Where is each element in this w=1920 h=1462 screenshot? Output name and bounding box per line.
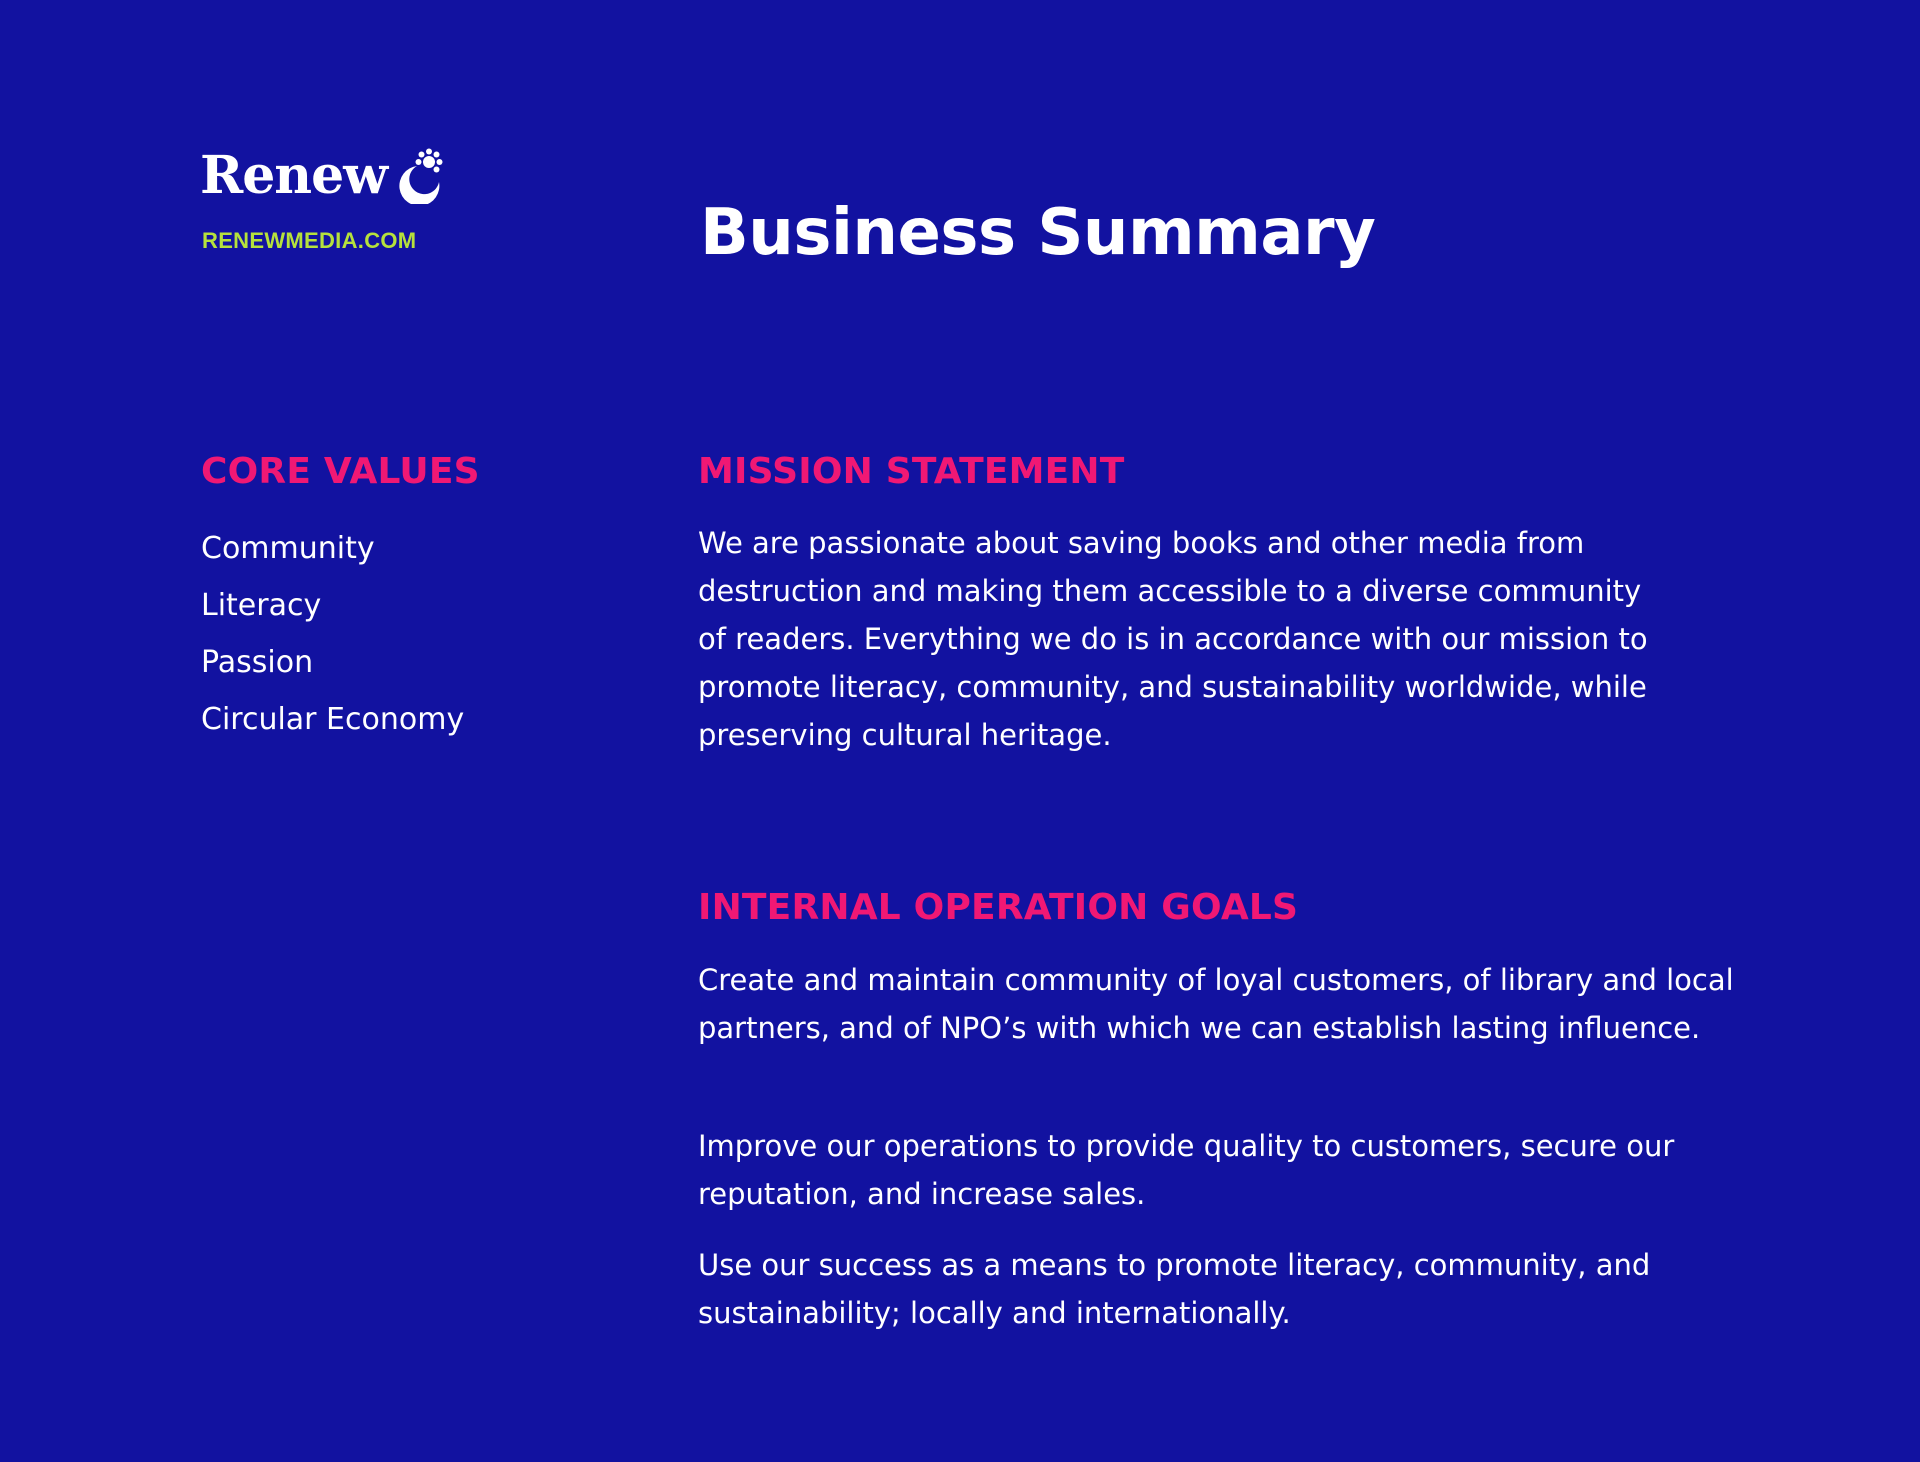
operation-goals-heading: INTERNAL OPERATION GOALS	[698, 887, 1299, 928]
core-value-item: Passion	[201, 645, 314, 680]
operation-goal-paragraph: Create and maintain community of loyal customers, of library and local partners, and of NPO’s with which we can establish lasting influence.	[698, 963, 1734, 1045]
core-value-item: Literacy	[201, 588, 322, 623]
core-values-heading: CORE VALUES	[201, 451, 480, 492]
mission-statement-heading: MISSION STATEMENT	[698, 451, 1125, 492]
core-value-item: Circular Economy	[201, 702, 465, 737]
core-value-item: Community	[201, 531, 375, 566]
operation-goal-paragraph: Use our success as a means to promote literacy, community, and sustainability; locally and internationally.	[698, 1248, 1651, 1330]
site-url: RENEWMEDIA.COM	[202, 228, 417, 253]
page-title: Business Summary	[700, 196, 1376, 270]
operation-goal-paragraph: Improve our operations to provide quality to customers, secure our reputation, and increase sales.	[698, 1129, 1675, 1211]
mission-statement-text: We are passionate about saving books and other media from destruction and making them accessible to a diverse community of readers. Everything we do is in accordance with our mission to promote literacy, community, and sustainability worldwide, while preserving cultural heritage.	[698, 526, 1648, 752]
renew-logo	[200, 146, 447, 206]
moon-sun-icon	[391, 148, 447, 204]
logo-wordmark: Renew	[200, 145, 387, 206]
core-values-list	[201, 520, 464, 748]
